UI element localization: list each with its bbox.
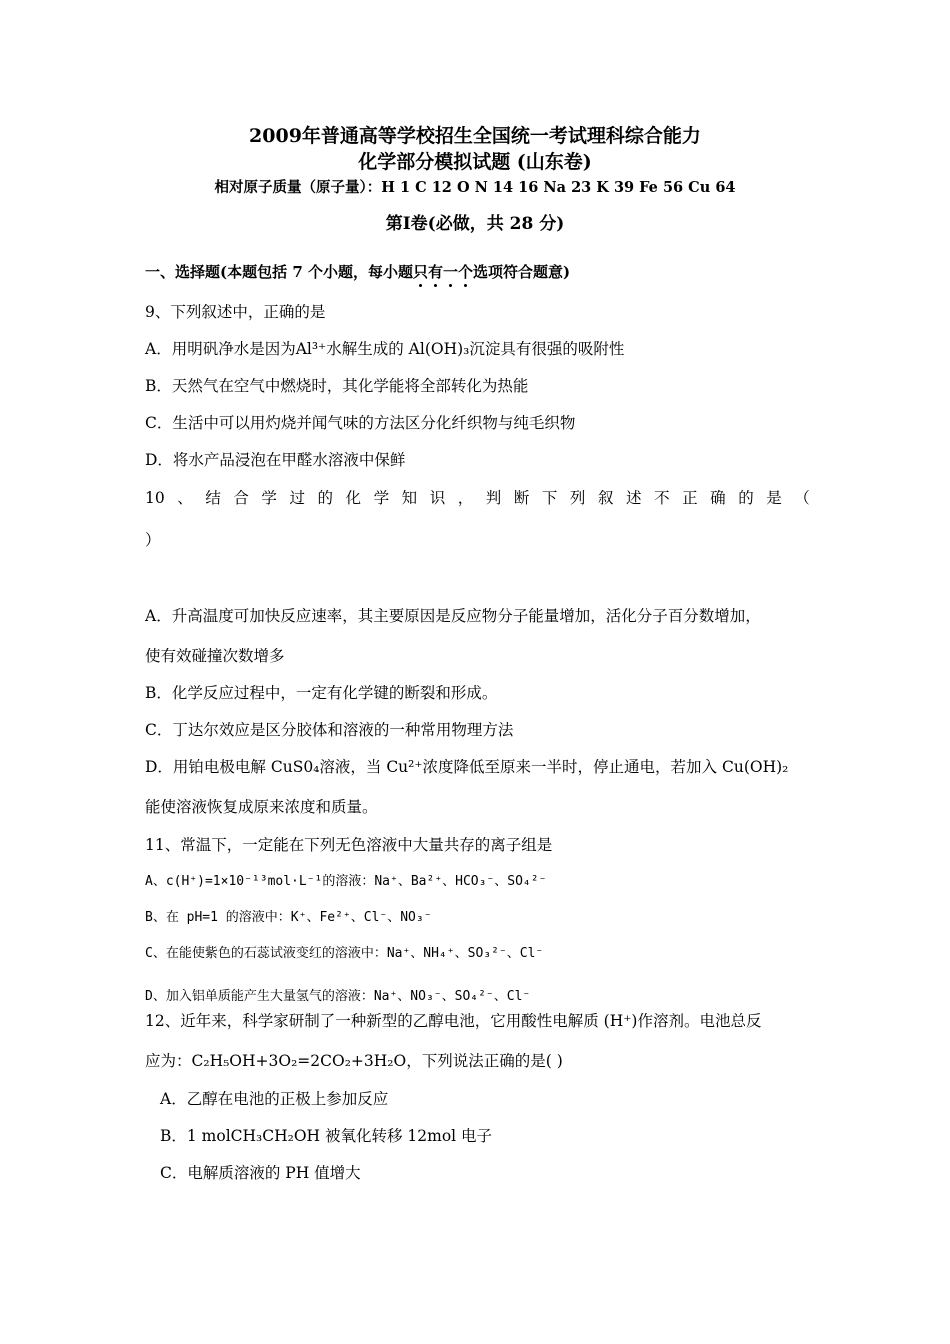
- stem-char: 是: [766, 489, 782, 507]
- stem-char: 的: [317, 489, 334, 507]
- question-12-stem-cont: 应为：C₂H₅OH+3O₂=2CO₂+3H₂O，下列说法正确的是( ): [145, 1052, 563, 1070]
- stem-char: 结: [205, 489, 221, 507]
- stem-char: 合: [233, 489, 249, 507]
- stem-char: 知: [401, 489, 418, 507]
- stem-char: 正: [682, 489, 698, 507]
- question-10-option-a-cont: 使有效碰撞次数增多: [145, 647, 285, 665]
- title-line-2: 化学部分模拟试题 (山东卷): [358, 151, 592, 173]
- question-12-option-b: B．1 molCH₃CH₂OH 被氧化转移 12mol 电子: [160, 1127, 493, 1145]
- stem-char: 过: [289, 489, 305, 507]
- question-10-option-c: C．丁达尔效应是区分胶体和溶液的一种常用物理方法: [145, 721, 514, 739]
- stem-char: 化: [345, 489, 362, 507]
- stem-char: （: [794, 489, 810, 507]
- stem-char: ，: [457, 489, 474, 507]
- question-10-option-d: D．用铂电极电解 CuS0₄溶液，当 Cu²⁺浓度降低至原来一半时，停止通电，若加入 Cu(OH)₂: [145, 758, 789, 776]
- question-9-stem: 9、下列叙述中，正确的是: [145, 303, 326, 321]
- stem-char: 下: [541, 489, 558, 507]
- atomic-masses: 相对原子质量（原子量）：H 1 C 12 O N 14 16 Na 23 K 39 Fe 56 Cu 64: [214, 179, 736, 196]
- stem-char: 学: [261, 489, 277, 507]
- question-12-option-c: C．电解质溶液的 PH 值增大: [160, 1164, 361, 1182]
- question-12-option-a: A．乙醇在电池的正极上参加反应: [160, 1090, 389, 1108]
- stem-char: 的: [738, 489, 754, 507]
- question-9-option-b: B．天然气在空气中燃烧时，其化学能将全部转化为热能: [145, 377, 529, 395]
- question-11-option-d: D、加入铝单质能产生大量氢气的溶液：Na⁺、NO₃⁻、SO₄²⁻、Cl⁻: [145, 989, 531, 1004]
- stem-char: 叙: [597, 489, 614, 507]
- stem-char: 确: [710, 489, 726, 507]
- stem-char: 断: [513, 489, 530, 507]
- stem-char: 判: [485, 489, 502, 507]
- question-11-option-c: C、在能使紫色的石蕊试液变红的溶液中：Na⁺、NH₄⁺、SO₃²⁻、Cl⁻: [145, 946, 544, 961]
- section-heading-prefix: 一、选择题(本题包括 7 个小题，每小题: [145, 263, 413, 281]
- volume-heading: 第Ⅰ卷(必做，共 28 分): [385, 214, 565, 234]
- stem-char: 、: [177, 489, 193, 507]
- stem-char: 不: [654, 489, 670, 507]
- stem-char: 10: [145, 489, 165, 507]
- question-9-option-c: C．生活中可以用灼烧并闻气味的方法区分化纤织物与纯毛织物: [145, 414, 576, 432]
- stem-char: 识: [429, 489, 446, 507]
- question-10-option-a: A．升高温度可加快反应速率，其主要原因是反应物分子能量增加，活化分子百分数增加，: [145, 607, 761, 625]
- question-10-stem: [145, 488, 810, 508]
- section-heading-suffix: 选项符合题意): [473, 263, 571, 281]
- question-10-stem-close: ）: [145, 531, 161, 549]
- question-11-option-a: A、c(H⁺)=1×10⁻¹³mol·L⁻¹的溶液：Na⁺、Ba²⁺、HCO₃⁻、SO₄²⁻: [145, 874, 547, 889]
- question-11-option-b: B、在 pH=1 的溶液中：K⁺、Fe²⁺、Cl⁻、NO₃⁻: [145, 910, 432, 925]
- stem-char: 学: [373, 489, 390, 507]
- question-9-option-d: D．将水产品浸泡在甲醛水溶液中保鲜: [145, 451, 406, 469]
- title-line-1: 2009年普通高等学校招生全国统一考试理科综合能力: [249, 125, 701, 147]
- question-10-option-d-cont: 能使溶液恢复成原来浓度和质量。: [145, 798, 378, 816]
- emphasis-char: 个: [458, 263, 474, 281]
- section-heading: [145, 262, 570, 282]
- question-10-option-b: B．化学反应过程中，一定有化学键的断裂和形成。: [145, 684, 498, 702]
- stem-char: 述: [626, 489, 642, 507]
- emphasis-char: 只: [412, 263, 428, 281]
- question-11-stem: 11、常温下，一定能在下列无色溶液中大量共存的离子组是: [145, 836, 553, 854]
- question-12-stem: 12、近年来，科学家研制了一种新型的乙醇电池，它用酸性电解质 (H⁺)作溶剂。电池总反: [145, 1012, 762, 1030]
- stem-char: 列: [569, 489, 586, 507]
- question-9-option-a: A．用明矾净水是因为Al³⁺水解生成的 Al(OH)₃沉淀具有很强的吸附性: [145, 340, 625, 358]
- emphasis-char: 一: [443, 263, 459, 281]
- emphasis-char: 有: [428, 263, 444, 281]
